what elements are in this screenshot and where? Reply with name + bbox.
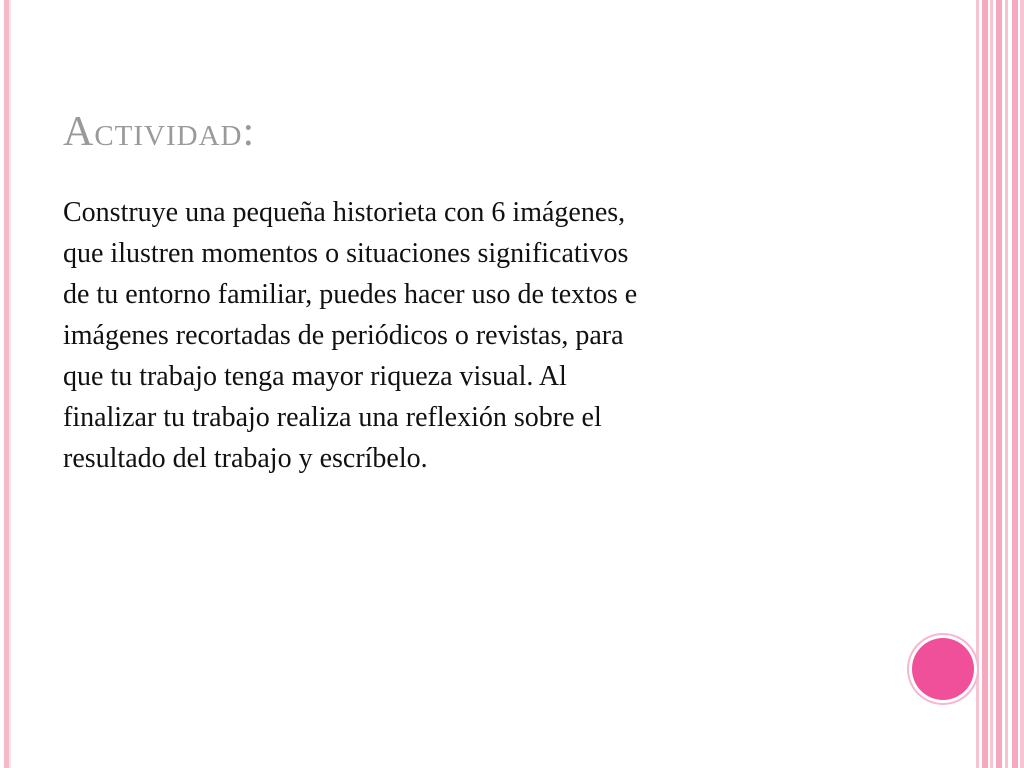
body-line: de tu entorno familiar, puedes hacer uso de textos e [63, 279, 638, 310]
right-stripe [976, 0, 979, 768]
right-stripe [1005, 0, 1008, 768]
right-stripe [990, 0, 993, 768]
right-stripe [996, 0, 1002, 768]
body-line: imágenes recortadas de periódicos o revistas, para [63, 320, 624, 351]
body-line: Construye una pequeña historieta con 6 imágenes, [63, 197, 626, 228]
right-stripe [982, 0, 988, 768]
body-line: finalizar tu trabajo realiza una reflexión sobre el [63, 402, 602, 433]
pink-circle-decoration [912, 638, 974, 700]
slide-title: Actividad: [63, 109, 256, 155]
right-stripe [1012, 0, 1018, 768]
body-line: que ilustren momentos o situaciones significativos [63, 238, 629, 269]
slide-body [63, 192, 903, 479]
body-line: que tu trabajo tenga mayor riqueza visual. Al [63, 361, 567, 392]
left-frame-line-inner [9, 0, 11, 768]
body-line: resultado del trabajo y escríbelo. [63, 443, 428, 474]
right-stripe [1020, 0, 1024, 768]
